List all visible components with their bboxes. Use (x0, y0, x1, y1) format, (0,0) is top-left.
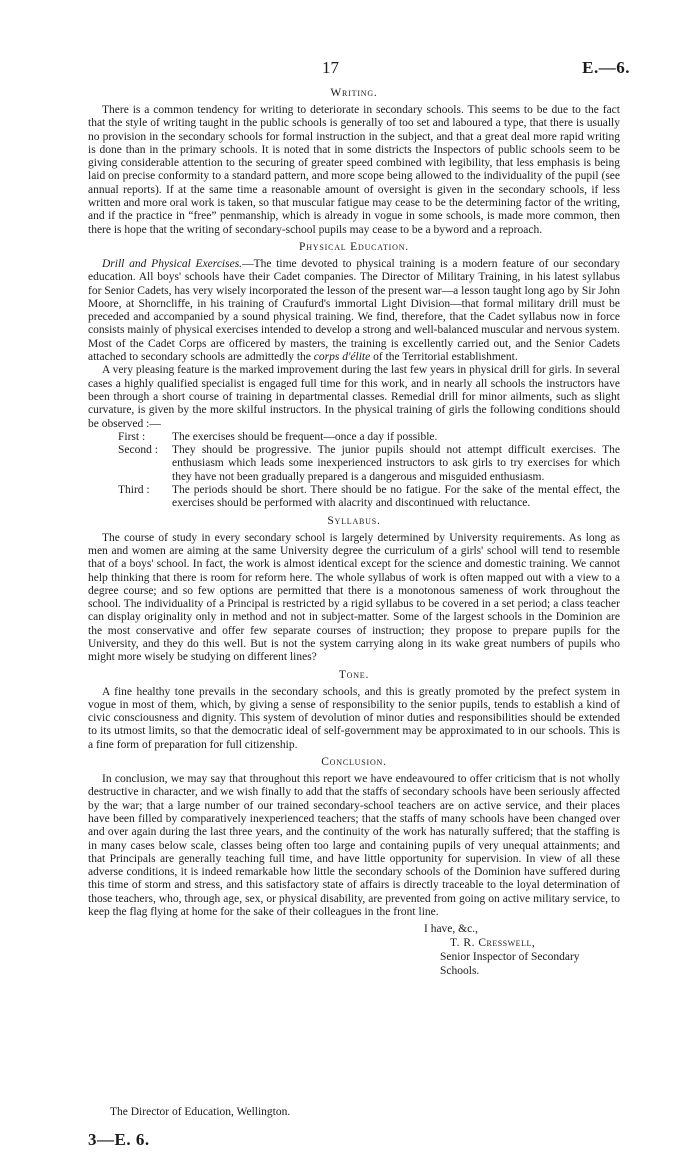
section-syllabus (88, 514, 620, 665)
condition-text: The exercises should be frequent—once a day if possible. (172, 430, 438, 443)
section-heading: Writing. (330, 87, 378, 99)
paragraph: A very pleasing feature is the marked improvement during the last few years in physical drill for girls. In several cases a highly qualified specialist is engaged full time for this work, and in nearly all schools the instructors have been through a short course of training in departmental classes. Remedial drill for minor ailments, such as slight curvature, is given by the more skilful instructors. In the physical training of girls the following conditions should be observed :— (88, 364, 620, 430)
signature-name: T. R. Cresswell, (450, 937, 536, 950)
condition-label: Third : (118, 484, 150, 497)
conditions-list (118, 431, 620, 511)
paragraph (88, 258, 620, 364)
paragraph: In conclusion, we may say that throughout this report we have endeavoured to offer criticism that is not wholly destructive in character, and we wish finally to add that the staffs of secondary schools have been seriously affected by the war; that a large number of our trained secondary-school teachers are on active service, and their places have been filled by comparatively inexperienced teachers; that the staffs of many schools have been changed over and over again during the last three years, and the continuity of the work has naturally suffered; that the staffing is in many cases below scale, classes being often too large and containing pupils of very unequal attainments; and that Principals are generally teaching full time, and have little opportunity for supervision. In view of all these adverse conditions, it is indeed remarkable how little the secondary schools of the Dominion have suffered during this time of storm and stress, and this satisfactory state of affairs is directly traceable to the loyal determination of those teachers, who, through age, sex, or physical disability, are prevented from going on active military service, to keep the flag flying at home for the sake of their colleagues in the front line. (88, 773, 620, 919)
section-tone (88, 668, 620, 752)
signature-courtesy: I have, &c., (424, 923, 478, 936)
signature-block (88, 922, 620, 978)
section-writing (88, 86, 620, 237)
paragraph: A fine healthy tone prevails in the secondary schools, and this is greatly promoted by the prefect system in vogue in most of them, which, by giving a sense of responsibility to the senior pupils, tends to establish a kind of civic consciousness and dignity. This system of devolution of minor duties and responsibilities should be extended to its utmost limits, so that the democratic ideal of self-government may be approximated to in our schools. This is a fine form of preparation for full citizenship. (88, 685, 620, 751)
condition-item (118, 484, 620, 511)
signature-title: Senior Inspector of Secondary Schools. (440, 951, 580, 978)
paragraph-text: of the Territorial establishment. (370, 351, 518, 364)
section-conclusion (88, 755, 620, 919)
section-heading: Tone. (338, 668, 370, 681)
document-reference: E.—6. (582, 58, 630, 77)
italic-phrase: corps d'élite (313, 351, 371, 364)
condition-text: They should be progressive. The junior pupils should not attempt difficult exercises. The enthusiasm which leads some inexperienced instructors to ask girls to try exercises for which they have not been gradually prepared is a dangerous and misguided enthusiasm. (172, 444, 620, 483)
footer-reference: 3—E. 6. (88, 1130, 150, 1149)
subheading-italic: Drill and Physical Exercises. (102, 257, 243, 270)
section-heading: Physical Education. (299, 240, 409, 253)
body-column (88, 84, 620, 978)
paragraph: The course of study in every secondary school is largely determined by University requirements. As long as men and women are aiming at the same University degree the curriculum of a girls' school will tend to resemble that of a boys' school. In fact, the work is almost identical except for the science and domestic training. We cannot help thinking that there is room for reform here. The whole syllabus of work is often mapped out with a view to a degree course; and so few options are permitted that there is a monotonous sameness of work throughout the school. The individuality of a Principal is restricted by a rigid syllabus to be covered in a set period; a class teacher can display originality only in method and not in subject-matter. Some of the largest schools in the Dominion are the most conservative and offer few separate courses of instruction; they propose to prepare pupils for the University, and they do this well. But is not the system carrying along in its wake great numbers of pupils who might more wisely be studying on different lines? (88, 531, 620, 664)
condition-label: Second : (118, 444, 158, 457)
page-number: 17 (322, 58, 339, 77)
paragraph-text: —The time devoted to physical training is a modern feature of our secondary education. All boys' schools have their Cadet companies. The Director of Military Training, in his latest syllabus for Senior Cadets, has very wisely incorporated the lesson of the present war—a lesson taught long ago by Sir John Moore, at Shorncliffe, in his training of Craufurd's immortal Light Division—that formal military drill must be preceded and accompanied by a sound physical training. We find, therefore, that the Cadet syllabus now in force consists mainly of physical exercises intended to develop a strong and well-balanced muscular and nervous system. Most of the Cadet Corps are officered by masters, the training is excellently carried out, and the Senior Cadets attached to secondary schools are admittedly the (88, 257, 620, 364)
condition-item (118, 431, 620, 444)
addressee: The Director of Education, Wellington. (110, 1106, 291, 1118)
paragraph: There is a common tendency for writing to deteriorate in secondary schools. This seems to be due to the fact that the style of writing taught in the public schools is generally of too set and laboured a type, that there is usually no provision in the secondary schools for formal instruction in the subject, and that a great deal more rapid writing is done than in the primary schools. It is noted that in some districts the Inspectors of public schools seem to be giving considerable attention to the securing of greater speed combined with legibility, that less emphasis is being laid on precise conformity to a standard pattern, and more scope being allowed to the individuality of the pupil (see annual reports). If at the same time a reasonable amount of oversight is given in the secondary schools, if less written and more oral work is taken, so that muscular fatigue may cease to be the determining factor of the writing, and if the practice in “free” penmanship, which is already in vogue in some schools, is made more common, then there is hope that the writing of secondary-school pupils may cease to be a byword and a reproach. (88, 104, 620, 236)
condition-item (118, 444, 620, 484)
section-heading: Syllabus. (327, 514, 381, 527)
condition-label: First : (118, 430, 146, 443)
section-physical-education (88, 240, 620, 511)
condition-text: The periods should be short. There should be no fatigue. For the sake of the mental effect, the exercises should be performed with alacrity and discontinued with reluctance. (172, 484, 620, 510)
section-heading: Conclusion. (321, 756, 387, 769)
